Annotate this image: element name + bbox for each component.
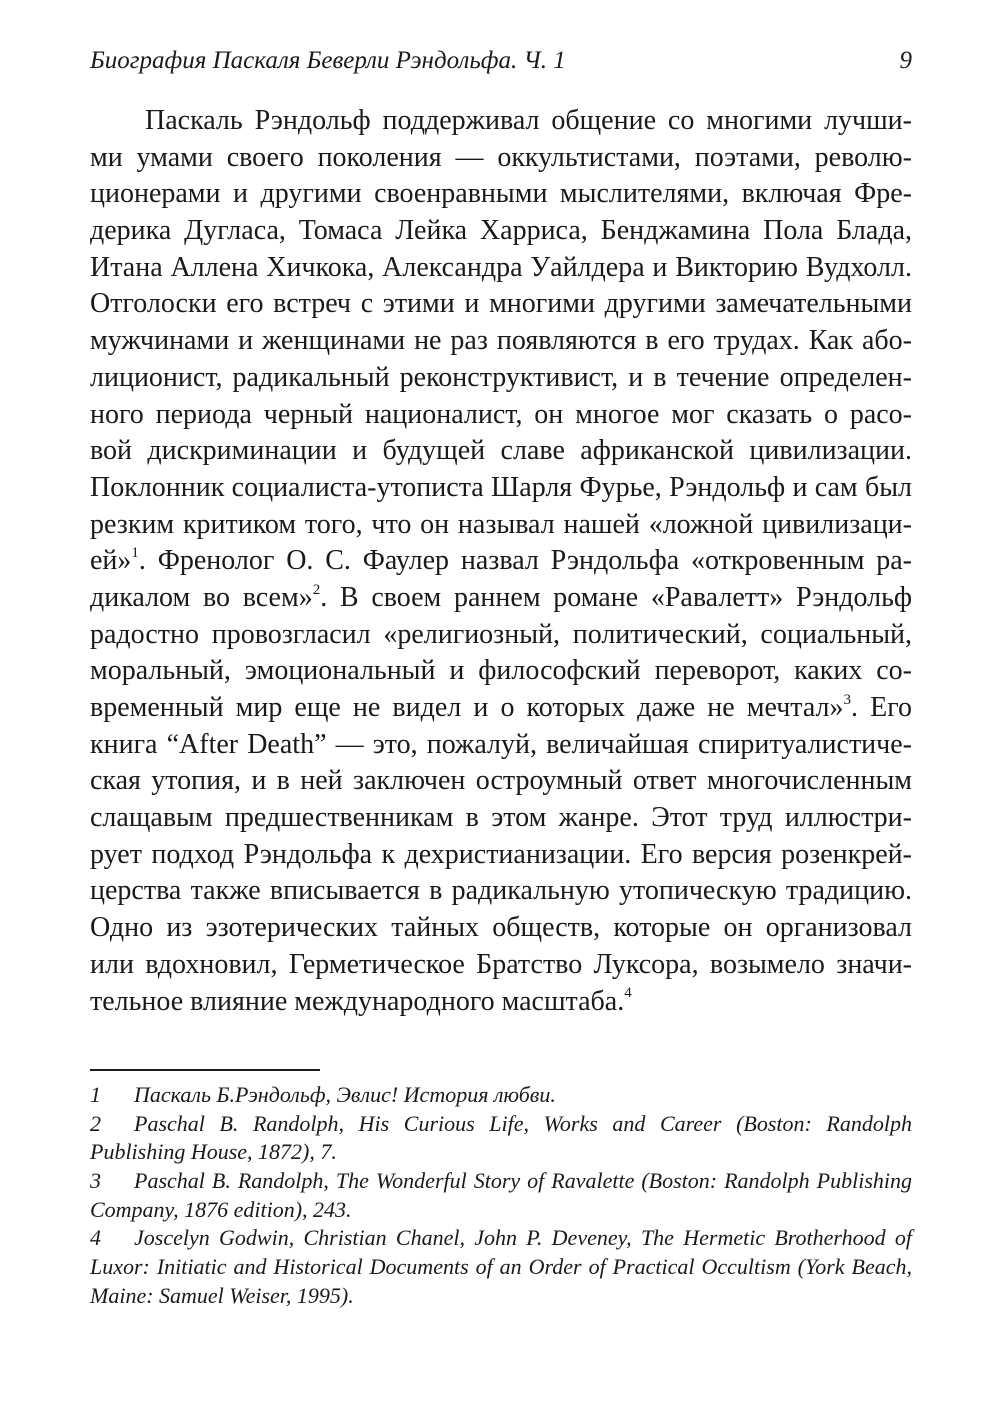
footnote-number: 3 bbox=[90, 1168, 101, 1194]
footnote-2-continued: Publishing House, 1872), 7. bbox=[90, 1139, 337, 1165]
text-line: радостно провозгласил «религиозный, политический, социальный, bbox=[90, 618, 912, 650]
footnote-ref-3[interactable]: 3 bbox=[843, 691, 852, 708]
text-line: дерика Дугласа, Томаса Лейка Харриса, Бенджамина Пола Блада, bbox=[90, 215, 912, 247]
footnote-3-continued: Company, 1876 edition), 243. bbox=[90, 1196, 352, 1222]
text-fragment: . Френолог О. С. Фаулер назвал Рэндольфа «откровенным ра- bbox=[138, 545, 912, 577]
text-fragment: временный мир еще не видел и о которых даже не мечтал» bbox=[90, 692, 844, 723]
text-line bbox=[90, 690, 912, 727]
text-line: церства также вписывается в радикальную утопическую традицию. bbox=[90, 875, 912, 907]
text-fragment: . Его bbox=[851, 692, 913, 723]
text-line: ская утопия, и в ней заключен остроумный ответ многочисленным bbox=[90, 765, 912, 797]
footnote-4-continued: Luxor: Initiatic and Historical Documents of an Order of Practical Occultism (York Beach, bbox=[90, 1254, 912, 1280]
running-header bbox=[90, 44, 912, 78]
text-line: моральный, эмоциональный и философский переворот, каких со- bbox=[90, 655, 912, 687]
text-line: слащавым предшественникам в этом жанре. Этот труд иллюстри- bbox=[90, 802, 912, 834]
text-line: вой дискриминации и будущей славе африканской цивилизации. bbox=[90, 435, 912, 467]
text-line: или вдохновил, Герметическое Братство Луксора, возымело значи- bbox=[90, 948, 912, 980]
text-line: лиционист, радикальный реконструктивист, и в течение определен- bbox=[90, 361, 912, 393]
footnote-3 bbox=[90, 1167, 912, 1196]
text-line: ми умами своего поколения — оккультистами, поэтами, револю- bbox=[90, 141, 912, 173]
footnote-text: Паскаль Б.Рэндольф, Эвлис! История любви. bbox=[134, 1082, 556, 1107]
text-line: Отголоски его встреч с этими и многими другими замечательными bbox=[90, 288, 912, 320]
text-line bbox=[90, 984, 912, 1021]
footnote-4-continued: Maine: Samuel Weiser, 1995). bbox=[90, 1282, 354, 1308]
text-line: книга “After Death” — это, пожалуй, величайшая спиритуалистиче- bbox=[90, 728, 912, 760]
text-line: Паскаль Рэндольф поддерживал общение со многими лучши- bbox=[145, 105, 912, 136]
text-fragment: ей» bbox=[90, 545, 132, 577]
footnote-1 bbox=[90, 1081, 912, 1110]
footnote-number: 1 bbox=[90, 1082, 101, 1107]
body-paragraph bbox=[90, 103, 912, 1020]
text-line: рует подход Рэндольфа к дехристианизации. Его версия розенкрей- bbox=[90, 838, 912, 870]
text-line: ционерами и другими своенравными мыслителями, включая Фре- bbox=[90, 178, 912, 210]
footnote-2 bbox=[90, 1110, 912, 1139]
text-line bbox=[90, 543, 912, 580]
footnote-text: Joscelyn Godwin, Christian Chanel, John P. Deveney, The Hermetic Brotherhood of bbox=[134, 1225, 912, 1251]
footnotes bbox=[90, 1081, 912, 1311]
text-line: мужчинами и женщинами не раз появляются в его трудах. Как або- bbox=[90, 325, 912, 357]
footnote-text: Paschal B. Randolph, His Curious Life, Works and Career (Boston: Randolph bbox=[134, 1110, 912, 1136]
footnote-text: Paschal B. Randolph, The Wonderful Story of Ravalette (Boston: Randolph Publishing bbox=[134, 1168, 912, 1194]
text-fragment: . В своем раннем романе «Равалетт» Рэндольф bbox=[320, 581, 912, 613]
text-line: Итана Аллена Хичкока, Александра Уайлдера и Викторию Вудхолл. bbox=[90, 251, 912, 283]
footnote-divider bbox=[90, 1069, 320, 1071]
text-line: ного периода черный националист, он многое мог сказать о расо- bbox=[90, 398, 912, 430]
footnote-ref-4[interactable]: 4 bbox=[624, 985, 632, 1002]
footnote-4 bbox=[90, 1224, 912, 1253]
text-line: Поклонник социалиста-утописта Шарля Фурье, Рэндольф и сам был bbox=[90, 471, 912, 503]
footnote-number: 2 bbox=[90, 1110, 101, 1136]
footnote-number: 4 bbox=[90, 1225, 101, 1251]
text-line: Одно из эзотерических тайных обществ, которые он организовал bbox=[90, 912, 912, 944]
text-fragment: дикалом во всем» bbox=[90, 581, 313, 613]
footnote-ref-1[interactable]: 1 bbox=[131, 544, 139, 561]
text-line bbox=[90, 580, 912, 617]
text-fragment: тельное влияние международного масштаба. bbox=[90, 985, 625, 1017]
footnote-ref-2[interactable]: 2 bbox=[312, 581, 321, 598]
page-number: 9 bbox=[899, 47, 912, 74]
running-title: Биография Паскаля Беверли Рэндольфа. Ч. 1 bbox=[90, 47, 566, 74]
text-line: резким критиком того, что он называл нашей «ложной цивилизаци- bbox=[90, 508, 912, 540]
